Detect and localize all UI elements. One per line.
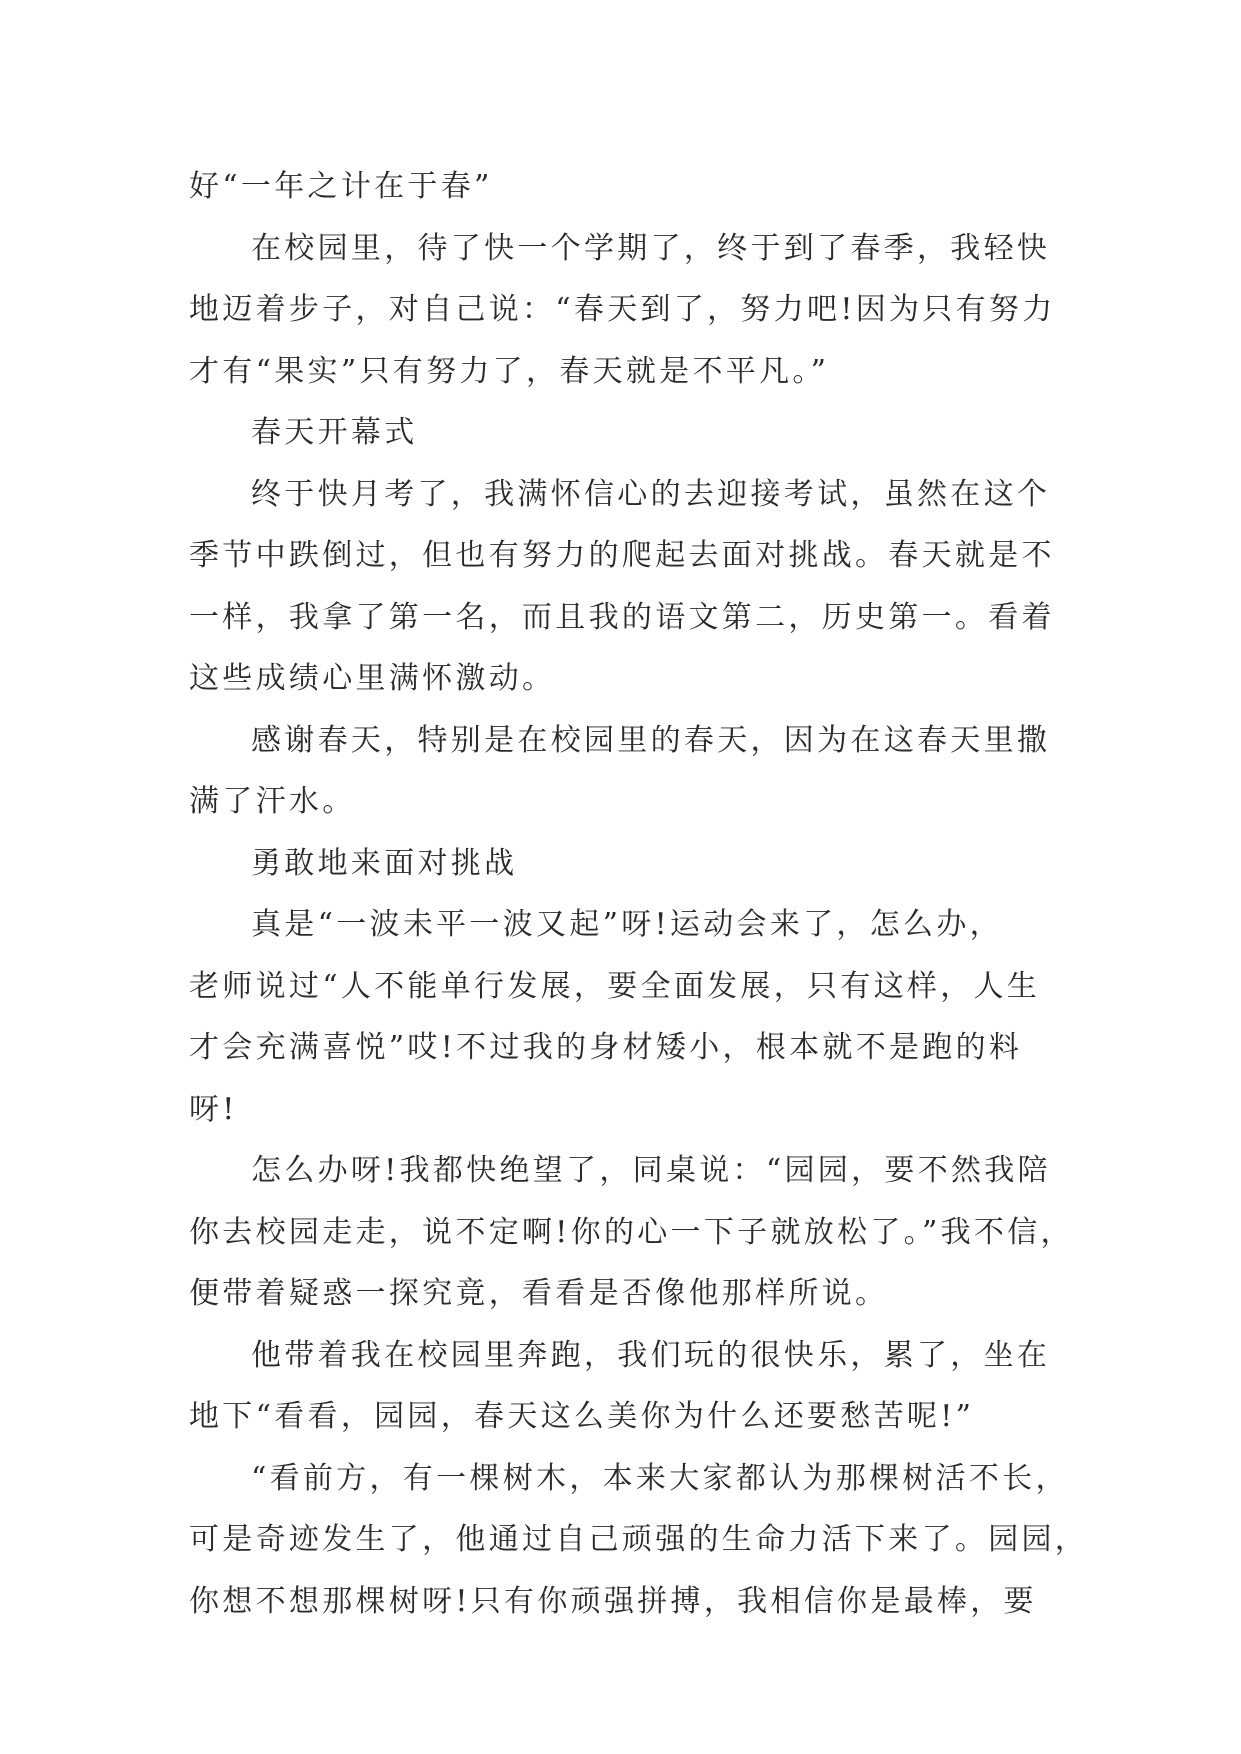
text-line: 才会充满喜悦”哎!不过我的身材矮小，根本就不是跑的料: [189, 1030, 1023, 1065]
essay-body: [189, 156, 1089, 1632]
section-heading: 勇敢地来面对挑战: [251, 845, 518, 881]
text-line: 季节中跌倒过，但也有努力的爬起去面对挑战。春天就是不: [189, 538, 1055, 573]
paragraph-start-line: “看前方，有一棵树木，本来大家都认为那棵树活不长，: [251, 1460, 1069, 1496]
text-line: 这些成绩心里满怀激动。: [189, 661, 556, 696]
paragraph-start-line: 怎么办呀!我都快绝望了，同桌说：“园园，要不然我陪: [251, 1153, 1051, 1188]
paragraph-start-line: 他带着我在校园里奔跑，我们玩的很快乐，累了，坐在: [251, 1337, 1051, 1373]
paragraph-start-line: 终于快月考了，我满怀信心的去迎接考试，虽然在这个: [251, 476, 1051, 512]
text-line: 便带着疑惑一探究竟，看看是否像他那样所说。: [189, 1276, 889, 1311]
text-line: 呀!: [189, 1091, 238, 1127]
paragraph-start-line: 真是“一波未平一波又起”呀!运动会来了，怎么办，: [251, 907, 1003, 942]
text-line: 一样，我拿了第一名，而且我的语文第二，历史第一。看着: [189, 599, 1055, 635]
paragraph-start-line: 在校园里，待了快一个学期了，终于到了春季，我轻快: [251, 230, 1051, 266]
text-line: 地下“看看，园园，春天这么美你为什么还要愁苦呢!”: [189, 1399, 975, 1434]
paragraph-start-line: 感谢春天，特别是在校园里的春天，因为在这春天里撒: [251, 722, 1051, 758]
text-line: 满了汗水。: [189, 784, 356, 819]
text-line: 才有“果实”只有努力了，春天就是不平凡。”: [189, 353, 830, 389]
text-line: 老师说过“人不能单行发展，要全面发展，只有这样，人生: [189, 968, 1041, 1004]
text-line: 好“一年之计在于春”: [189, 169, 493, 204]
text-line: 可是奇迹发生了，他通过自己顽强的生命力活下来了。园园，: [189, 1522, 1089, 1557]
text-line: 你想不想那棵树呀!只有你顽强拼搏，我相信你是最棒，要: [189, 1583, 1037, 1619]
text-line: 你去校园走走，说不定啊!你的心一下子就放松了。”我不信，: [189, 1214, 1074, 1250]
text-line: 地迈着步子，对自己说：“春天到了，努力吧!因为只有努力: [189, 292, 1056, 327]
section-heading: 春天开幕式: [251, 415, 418, 450]
